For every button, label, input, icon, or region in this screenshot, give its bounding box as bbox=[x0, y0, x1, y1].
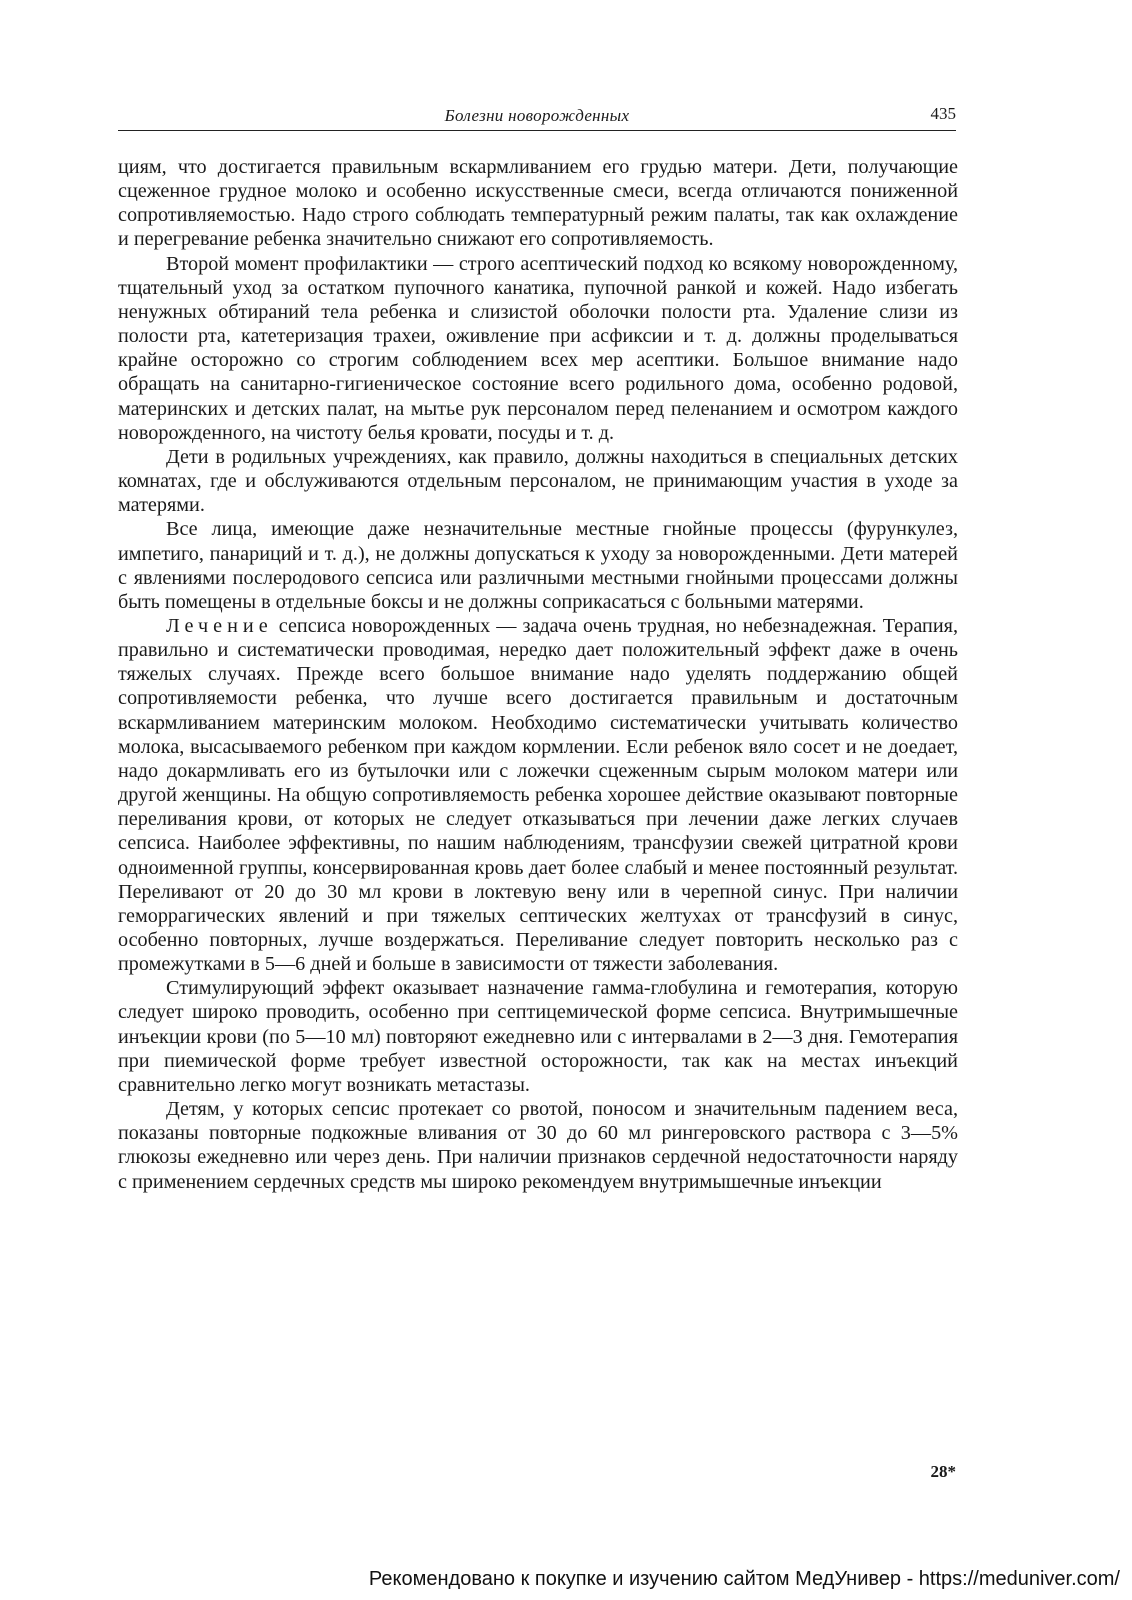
paragraph-5 bbox=[118, 614, 958, 976]
paragraph-5-text: сепсиса новорожденных — задача очень трудная, но небезнадежная. Терапия, правильно и систематически проводимая, нередко дает положительный эффект даже в очень тяжелых случаях. Прежде всего большое внимание надо уделять поддержанию общей сопротивляемости ребенка, что лучше всего достигается правильным и достаточным вскармливанием материнским молоком. Необходимо систематически учитывать количество молока, высасываемого ребенком при каждом кормлении. Если ребенок вяло сосет и не доедает, надо докармливать его из бутылочки или с ложечки сцеженным сырым молоком матери или другой женщины. На общую сопротивляемость ребенка хорошее действие оказывают повторные переливания крови, от которых не следует отказываться при лечении даже легких случаев сепсиса. Наиболее эффективны, по нашим наблюдениям, трансфузии свежей цитратной крови одноименной группы, консервированная кровь дает более слабый и менее постоянный результат. Переливают от 20 до 30 мл крови в локтевую вену или в черепной синус. При наличии геморрагических явлений и при тяжелых септических желтухах от трансфузий в синус, особенно повторных, лучше воздержаться. Переливание следует повторить несколько раз с промежутками в 5—6 дней и больше в зависимости от тяжести заболевания. bbox=[118, 614, 958, 976]
running-title: Болезни новорожденных bbox=[444, 106, 630, 125]
paragraph-1: циям, что достигается правильным вскармливанием его грудью матери. Дети, получающие сцеженное грудное молоко и особенно искусственные смеси, всегда отличаются пониженной сопротивляемостью. Надо строго соблюдать температурный режим палаты, так как охлаждение и перегревание ребенка значительно снижают его сопротивляемость. bbox=[118, 156, 958, 251]
body-text bbox=[118, 155, 958, 1194]
paragraph-7: Детям, у которых сепсис протекает со рвотой, поносом и значительным падением веса, показаны повторные подкожные вливания от 30 до 60 мл рингеровского раствора с 3—5% глюкозы ежедневно или через день. При наличии признаков сердечной недостаточности наряду с применением сердечных средств мы широко рекомендуем внутримышечные инъекции bbox=[118, 1098, 958, 1193]
paragraph-6: Стимулирующий эффект оказывает назначение гамма-глобулина и гемотерапия, которую следует широко проводить, особенно при септицемической форме сепсиса. Внутримышечные инъекции крови (по 5—10 мл) повторяют ежедневно или с интервалами в 2—3 дня. Гемотерапия при пиемической форме требует известной осторожности, так как на местах инъекций сравнительно легко могут возникать метастазы. bbox=[118, 977, 958, 1096]
footer-note: Рекомендовано к покупке и изучению сайтом МедУнивер - https://meduniver.com/ bbox=[368, 1568, 1120, 1590]
paragraph-3: Дети в родильных учреждениях, как правило, должны находиться в специальных детских комнатах, где и обслуживаются отдельным персоналом, не принимающим участия в уходе за матерями. bbox=[118, 445, 958, 517]
paragraph-2: Второй момент профилактики — строго асептический подход ко всякому новорожденному, тщательный уход за остатком пупочного канатика, пупочной ранкой и кожей. Надо избегать ненужных обтираний тела ребенка и слизистой оболочки полости рта. Удаление слизи из полости рта, катетеризация трахеи, оживление при асфиксии и т. д. должны проделываться крайне осторожно со строгим соблюдением всех мер асептики. Большое внимание надо обращать на санитарно-гигиеническое состояние всего родильного дома, особенно родовой, материнских и детских палат, на мытье рук персоналом перед пеленанием и осмотром каждого новорожденного, на чистоту белья кровати, посуды и т. д. bbox=[118, 252, 958, 444]
paragraph-4: Все лица, имеющие даже незначительные местные гнойные процессы (фурункулез, импетиго, панариций и т. д.), не должны допускаться к уходу за новорожденными. Дети матерей с явлениями послеродового сепсиса или различными местными гнойными процессами должны быть помещены в отдельные боксы и не должны соприкасаться с больными матерями. bbox=[118, 518, 958, 613]
signature-mark: 28* bbox=[930, 1462, 956, 1481]
page-header bbox=[118, 104, 956, 131]
page-number: 435 bbox=[930, 104, 956, 123]
spaced-lead-word: Лечение bbox=[166, 614, 273, 637]
